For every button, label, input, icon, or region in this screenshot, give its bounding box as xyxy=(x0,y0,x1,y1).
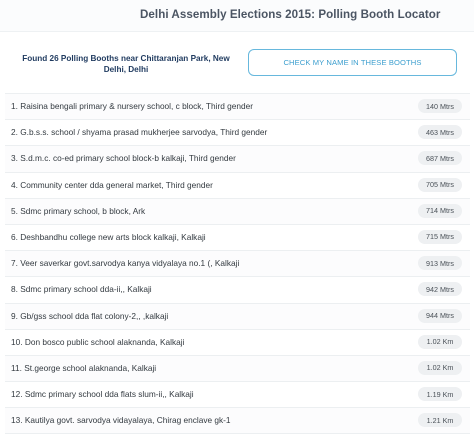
distance-badge: 715 Mtrs xyxy=(418,230,462,244)
booth-name: 11. St.george school alaknanda, Kalkaji xyxy=(11,362,157,373)
page-title: Delhi Assembly Elections 2015: Polling Booth Locator xyxy=(140,8,441,21)
booth-name: 10. Don bosco public school alaknanda, Kalkaji xyxy=(11,336,185,347)
booth-row[interactable] xyxy=(5,146,470,172)
results-summary: Found 26 Polling Booths near Chittaranjan Park, New Delhi, Delhi xyxy=(22,54,230,74)
booth-name: 13. Kautilya govt. sarvodya vidayalaya, Chirag enclave gk-1 xyxy=(11,415,231,426)
booth-name: 9. Gb/gss school dda flat colony-2,, ,kalkaji xyxy=(11,310,169,321)
distance-badge: 944 Mtrs xyxy=(418,309,462,323)
booth-row[interactable] xyxy=(5,225,470,251)
booth-name: 5. Sdmc primary school, b block, Ark xyxy=(11,205,146,216)
distance-badge: 1.02 Km xyxy=(418,361,462,375)
booth-row[interactable] xyxy=(5,356,470,382)
booth-name: 7. Veer saverkar govt.sarvodya kanya vidyalaya no.1 (, Kalkaji xyxy=(11,258,240,269)
distance-badge: 1.19 Km xyxy=(418,387,462,401)
distance-badge: 140 Mtrs xyxy=(418,99,462,113)
distance-badge: 942 Mtrs xyxy=(418,282,462,296)
booth-name: 4. Community center dda general market, Third gender xyxy=(11,179,213,190)
distance-badge: 705 Mtrs xyxy=(418,178,462,192)
check-my-name-button[interactable]: CHECK MY NAME IN THESE BOOTHS xyxy=(248,49,457,76)
booth-row[interactable] xyxy=(5,277,470,303)
distance-badge: 714 Mtrs xyxy=(418,204,462,218)
page-header xyxy=(0,0,474,32)
booth-name: 12. Sdmc primary school dda flats slum-ii,, Kalkaji xyxy=(11,389,194,400)
booth-row[interactable] xyxy=(5,304,470,330)
booth-row[interactable] xyxy=(5,408,470,434)
booth-name: 8. Sdmc primary school dda-ii,, Kalkaji xyxy=(11,284,152,295)
booth-row[interactable] xyxy=(5,382,470,408)
distance-badge: 463 Mtrs xyxy=(418,125,462,139)
booth-row[interactable] xyxy=(5,251,470,277)
booth-row[interactable] xyxy=(5,199,470,225)
booth-row[interactable] xyxy=(5,94,470,120)
booth-name: 1. Raisina bengali primary & nursery school, c block, Third gender xyxy=(11,101,253,111)
distance-badge: 1.21 Km xyxy=(418,413,462,427)
booth-row[interactable] xyxy=(5,120,470,146)
booth-row[interactable] xyxy=(5,330,470,356)
distance-badge: 913 Mtrs xyxy=(418,256,462,270)
booth-name: 3. S.d.m.c. co-ed primary school block-b kalkaji, Third gender xyxy=(11,153,236,164)
distance-badge: 1.02 Km xyxy=(418,335,462,349)
booth-name: 2. G.b.s.s. school / shyama prasad mukherjee sarvodya, Third gender xyxy=(11,127,268,138)
booth-list xyxy=(5,93,470,433)
booth-name: 6. Deshbandhu college new arts block kalkaji, Kalkaji xyxy=(11,231,206,242)
distance-badge: 687 Mtrs xyxy=(418,151,462,165)
booth-row[interactable] xyxy=(5,173,470,199)
